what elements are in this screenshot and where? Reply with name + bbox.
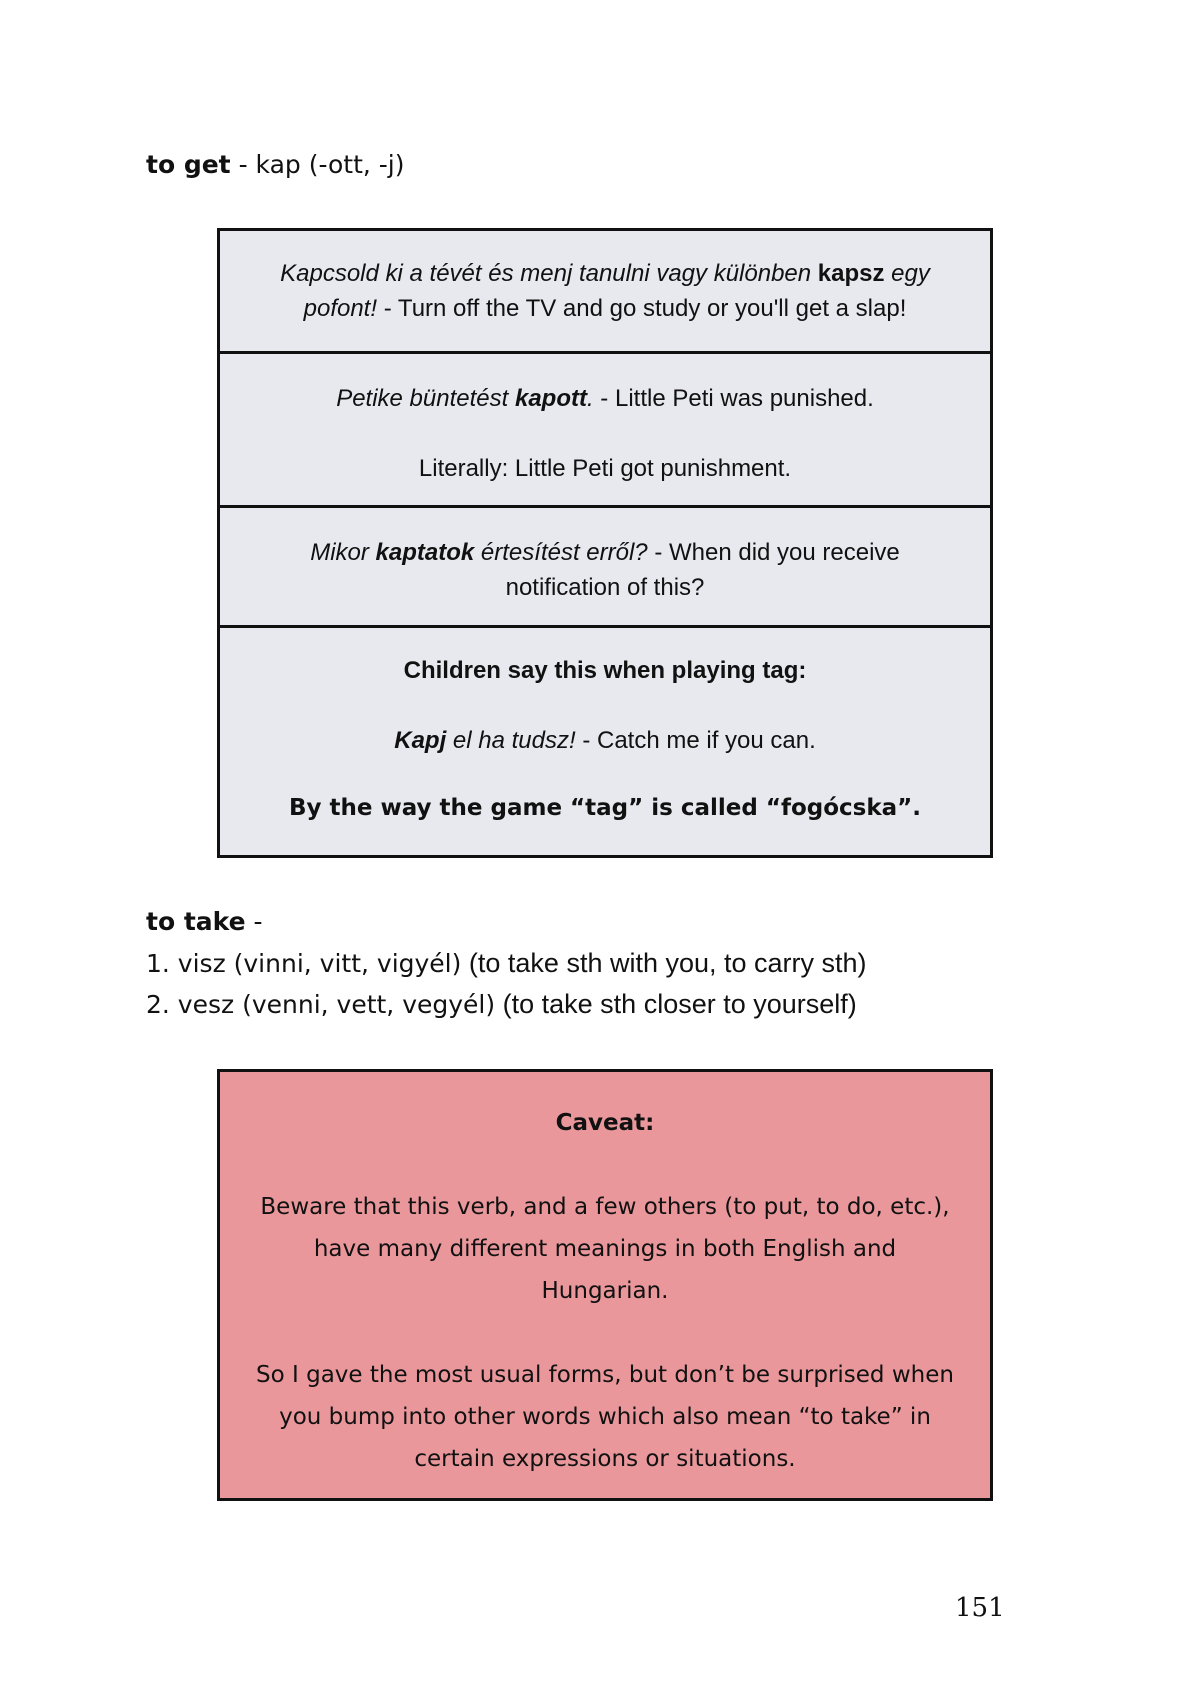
heading-term: to take xyxy=(146,907,246,936)
caveat-paragraph: Beware that this verb, and a few others (to put, to do, etc.), have many different meanings in both English and Hungarian. xyxy=(260,1194,950,1304)
example-sentence xyxy=(250,256,960,326)
highlighted-verb: kapsz xyxy=(817,260,885,287)
hungarian-text: . xyxy=(586,385,594,412)
hungarian-text: Petike büntetést xyxy=(336,385,515,412)
literal-translation: Literally: Little Peti got punishment. xyxy=(418,455,792,482)
english-translation: - Little Peti was punished. xyxy=(593,385,874,412)
example-row xyxy=(220,351,990,505)
english-translation: - Turn off the TV and go study or you'll get a slap! xyxy=(377,295,907,322)
example-sentence xyxy=(250,723,960,758)
verb-line-visz xyxy=(146,948,867,979)
heading-term: to get xyxy=(146,150,231,179)
verb-line-vesz xyxy=(146,989,857,1020)
example-row xyxy=(220,625,990,855)
hungarian-text: értesítést erről? xyxy=(474,539,648,566)
row-heading xyxy=(250,653,960,688)
heading-to-get xyxy=(146,150,404,179)
highlighted-verb: kaptatok xyxy=(375,539,475,566)
example-sentence xyxy=(250,381,960,416)
page-number: 151 xyxy=(955,1593,1005,1623)
example-sentence xyxy=(250,535,960,605)
verb-meaning: (to take sth with you, to carry sth) xyxy=(461,948,867,978)
verb-meaning: (to take sth closer to yourself) xyxy=(495,989,857,1019)
english-translation: - When did you receive notification of this? xyxy=(505,539,900,601)
caveat-paragraph: So I gave the most usual forms, but don’t be surprised when you bump into other words which also mean “to take” in certain expressions or situations. xyxy=(256,1362,954,1472)
highlighted-verb: kapott xyxy=(514,385,587,412)
example-row xyxy=(220,505,990,625)
english-translation: - Catch me if you can. xyxy=(575,727,816,754)
heading-dash: - xyxy=(245,907,263,936)
hungarian-text: Kapcsold ki a tévét és menj tanulni vagy különben xyxy=(280,260,818,287)
example-table xyxy=(217,228,993,858)
heading-translation: - kap (-ott, -j) xyxy=(230,150,405,179)
hungarian-text: Mikor xyxy=(310,539,376,566)
hungarian-text: egy pofont! xyxy=(303,260,930,322)
verb-forms: 2. vesz (venni, vett, vegyél) xyxy=(146,990,496,1019)
highlighted-verb: Kapj xyxy=(394,727,447,754)
verb-forms: 1. visz (vinni, vitt, vigyél) xyxy=(146,949,462,978)
hungarian-text: el ha tudsz! xyxy=(446,727,576,754)
example-row xyxy=(220,231,990,351)
caveat-title: Caveat: xyxy=(555,1110,655,1136)
game-name-note: By the way the game “tag” is called “fogócska”. xyxy=(288,795,922,821)
row-heading-text: Children say this when playing tag: xyxy=(403,657,807,684)
heading-to-take xyxy=(146,907,263,936)
caveat-box xyxy=(217,1069,993,1501)
